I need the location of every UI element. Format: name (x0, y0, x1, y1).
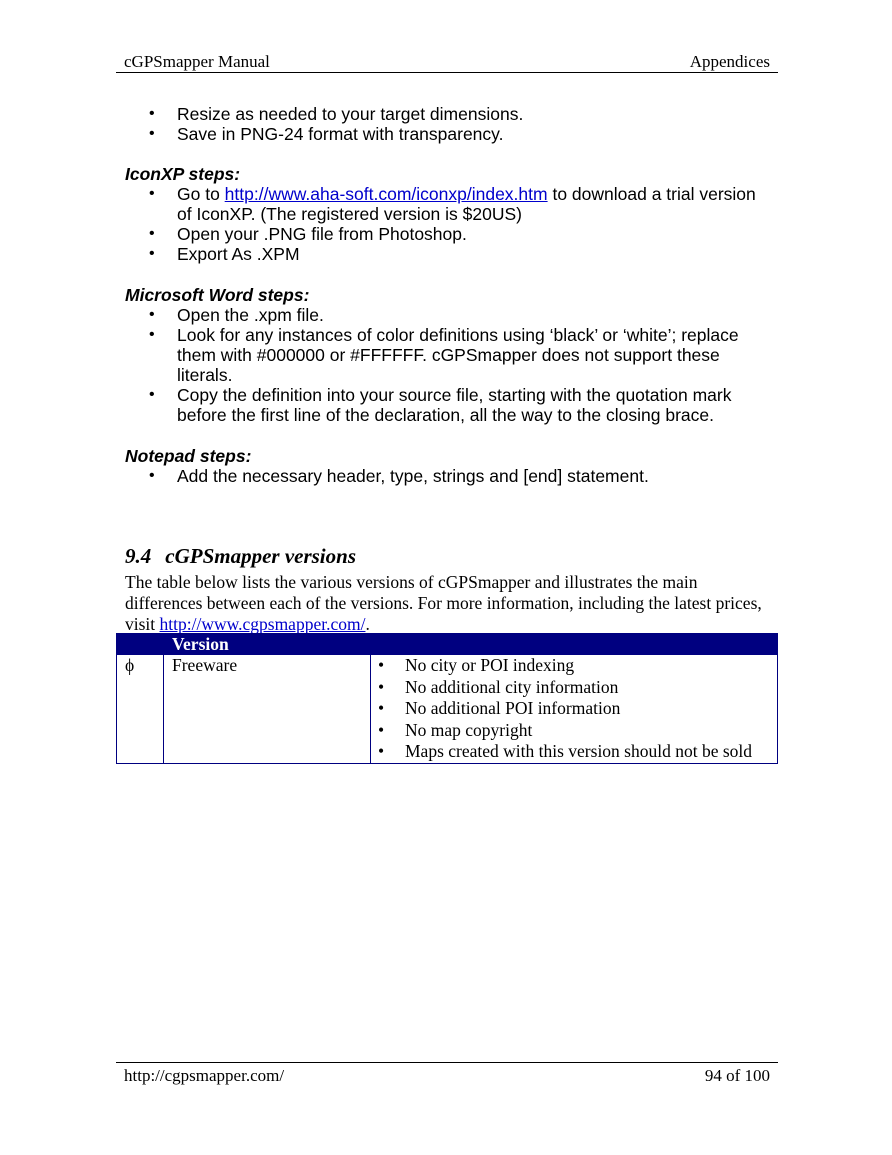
version-name: Freeware (164, 655, 371, 764)
section-intro: The table below lists the various versions of cGPSmapper and illustrates the main differences between each of the versions. For more information, including the latest prices, visit http://www.cgpsmapper.com/. (125, 572, 762, 634)
list-item: • Open the .xpm file. (149, 305, 324, 325)
list-item: • No map copyright (378, 719, 533, 740)
notepad-section (125, 446, 649, 486)
notepad-steps-list (125, 466, 649, 486)
photoshop-steps-list (125, 104, 523, 144)
list-item: • Maps created with this version should not be sold (378, 741, 753, 761)
list-item: • Export As .XPM (149, 244, 300, 264)
version-features (371, 655, 778, 764)
list-item: • Resize as needed to your target dimensions. (149, 104, 524, 124)
iconxp-heading: IconXP steps: (125, 164, 241, 184)
iconxp-steps-list (125, 184, 756, 264)
list-item: • Add the necessary header, type, strings and [end] statement. (149, 466, 649, 486)
page-header (116, 50, 778, 73)
page-footer (116, 1062, 778, 1087)
list-item: • No city or POI indexing (378, 655, 575, 675)
versions-table (116, 633, 778, 764)
page-number: 94 of 100 (704, 1066, 770, 1085)
table-row (117, 655, 778, 764)
list-item: • Save in PNG-24 format with transparency. (149, 124, 504, 144)
list-item: • Open your .PNG file from Photoshop. (149, 224, 467, 244)
iconxp-section (125, 164, 756, 264)
list-item: • No additional city information (378, 676, 619, 697)
section-title: cGPSmapper versions (165, 544, 356, 568)
section-name: Appendices (689, 52, 770, 71)
cgpsmapper-link[interactable]: http://www.cgpsmapper.com/ (159, 614, 366, 634)
manual-title: cGPSmapper Manual (124, 52, 270, 71)
list-item: • Copy the definition into your source file, starting with the quotation mark before the first line of the declaration, all the way to the closing brace. (149, 385, 732, 425)
section-number: 9.4 (125, 544, 152, 568)
table-header-row (117, 634, 778, 655)
word-section (125, 285, 739, 425)
notepad-heading: Notepad steps: (125, 446, 252, 466)
footer-url: http://cgpsmapper.com/ (124, 1066, 285, 1085)
word-steps-list (125, 305, 739, 425)
iconxp-link[interactable]: http://www.aha-soft.com/iconxp/index.htm (224, 184, 548, 204)
word-heading: Microsoft Word steps: (125, 285, 310, 305)
section-heading (125, 544, 356, 569)
version-column-header: Version (164, 634, 371, 655)
feature-list (371, 655, 777, 763)
list-item: • Look for any instances of color definitions using ‘black’ or ‘white’; replace them with #000000 or #FFFFFF. cGPSmapper does not support these literals. (149, 325, 739, 385)
list-item: • Go to http://www.aha-soft.com/iconxp/index.htm to download a trial version of IconXP. (The registered version is $20US) (149, 184, 756, 224)
version-symbol: ϕ (117, 655, 164, 764)
list-item: • No additional POI information (378, 698, 621, 718)
